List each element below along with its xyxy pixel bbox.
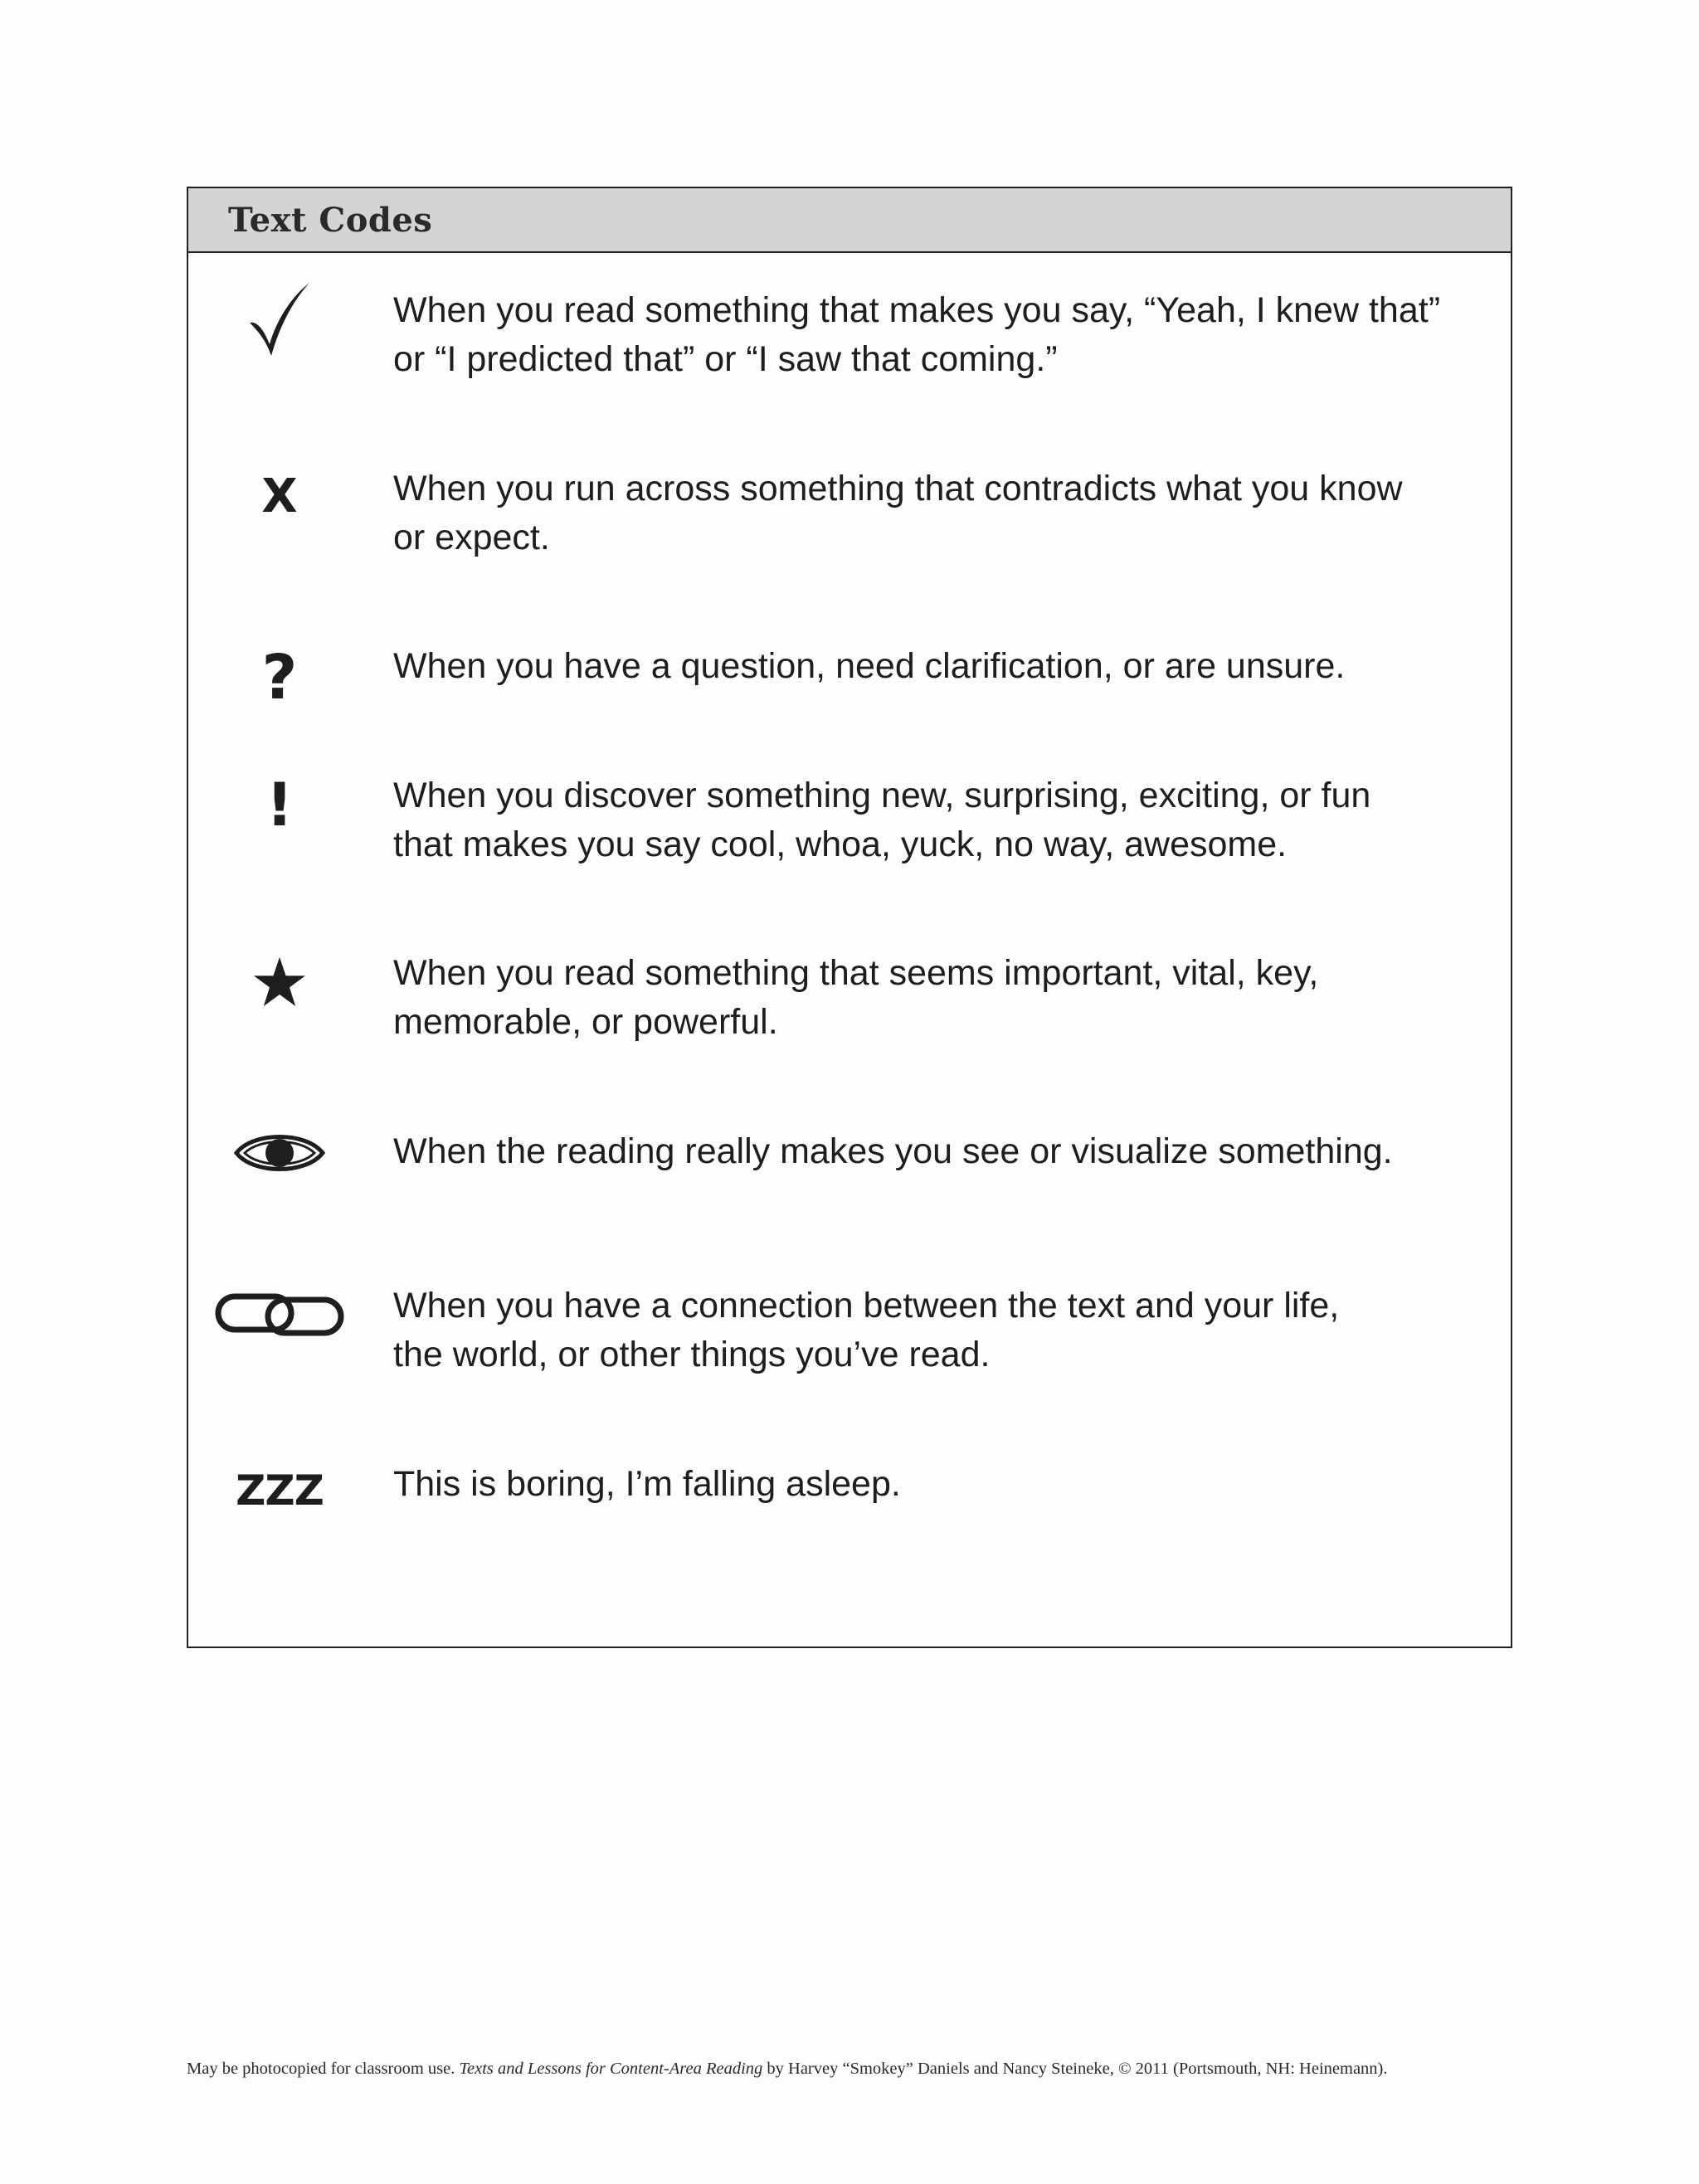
code-description bbox=[393, 642, 1497, 691]
code-description-line: When you run across something that contradicts what you know bbox=[393, 469, 1403, 508]
exclamation-mark-glyph: ! bbox=[265, 770, 294, 839]
code-row-check bbox=[188, 286, 1511, 386]
code-row-eye bbox=[188, 1127, 1511, 1202]
code-description-line: When you read something that seems important, vital, key, bbox=[393, 953, 1319, 993]
code-description-line: When the reading really makes you see or visualize something. bbox=[393, 1131, 1393, 1171]
footer-book-title: Texts and Lessons for Content-Area Reading bbox=[459, 2060, 763, 2078]
code-description-line: that makes you say cool, whoa, yuck, no way, awesome. bbox=[393, 824, 1288, 864]
code-row-link bbox=[188, 1282, 1511, 1381]
code-description-line: or “I predicted that” or “I saw that coming.” bbox=[393, 339, 1058, 379]
zzz-icon bbox=[213, 1460, 346, 1521]
chain-link-icon bbox=[213, 1282, 346, 1348]
code-description-line: When you discover something new, surprising, exciting, or fun bbox=[393, 776, 1371, 815]
code-description-line: When you read something that makes you say, “Yeah, I knew that” bbox=[393, 290, 1441, 330]
x-mark-icon bbox=[213, 465, 346, 529]
code-description bbox=[393, 1282, 1497, 1379]
zzz-glyph: ZZZ bbox=[236, 1467, 324, 1515]
x-mark-glyph: X bbox=[261, 469, 298, 523]
code-row-question bbox=[188, 642, 1511, 717]
code-description-line: memorable, or powerful. bbox=[393, 1002, 778, 1042]
star-icon bbox=[213, 949, 346, 1015]
text-codes-box bbox=[187, 187, 1512, 1648]
code-description bbox=[393, 286, 1497, 384]
code-description-line: When you have a question, need clarification, or are unsure. bbox=[393, 646, 1346, 686]
code-description bbox=[393, 771, 1497, 869]
code-row-x bbox=[188, 465, 1511, 564]
text-codes-title: Text Codes bbox=[228, 200, 433, 240]
code-row-zzz bbox=[188, 1460, 1511, 1535]
code-description-line: When you have a connection between the text and your life, bbox=[393, 1286, 1340, 1325]
code-description bbox=[393, 1460, 1497, 1509]
code-description bbox=[393, 1127, 1497, 1176]
footer-suffix: by Harvey “Smokey” Daniels and Nancy Steineke, © 2011 (Portsmouth, NH: Heinemann). bbox=[762, 2060, 1388, 2078]
code-row-star bbox=[188, 949, 1511, 1048]
check-mark-icon bbox=[213, 286, 346, 353]
code-description-line: This is boring, I’m falling asleep. bbox=[393, 1464, 901, 1504]
code-description bbox=[393, 465, 1497, 562]
eye-icon bbox=[213, 1127, 346, 1179]
code-row-exclamation bbox=[188, 771, 1511, 871]
code-description bbox=[393, 949, 1497, 1047]
text-codes-header bbox=[188, 188, 1511, 253]
code-description-line: the world, or other things you’ve read. bbox=[393, 1335, 991, 1374]
exclamation-mark-icon bbox=[213, 771, 346, 838]
footer-prefix: May be photocopied for classroom use. bbox=[187, 2060, 460, 2078]
copyright-footer bbox=[187, 2060, 1512, 2079]
question-mark-icon bbox=[213, 642, 346, 713]
code-description-line: or expect. bbox=[393, 518, 550, 557]
question-mark-glyph: ? bbox=[261, 642, 298, 713]
